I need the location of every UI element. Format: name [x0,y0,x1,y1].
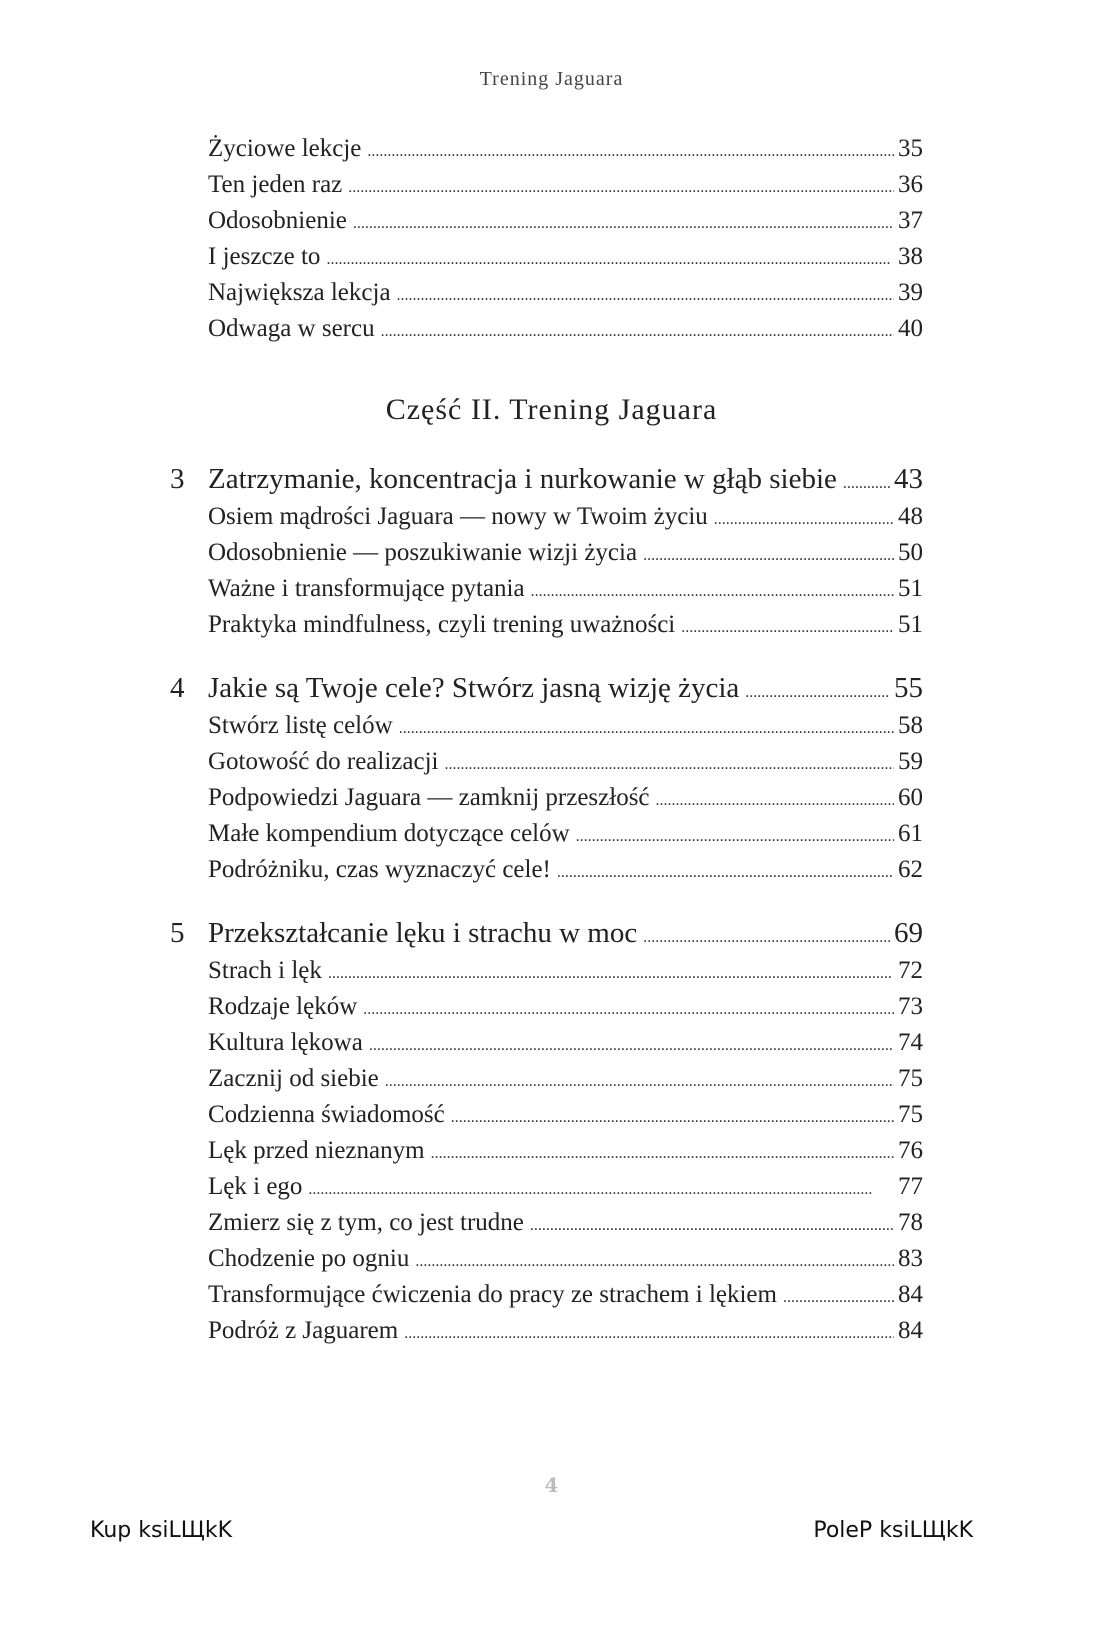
toc-entry-title: Stwórz listę celów [208,712,393,739]
leader-dots [348,171,894,199]
toc-entry-title: Transformujące ćwiczenia do pracy ze strachem i lękiem [208,1281,777,1308]
chapter-title: Zatrzymanie, koncentracja i nurkowanie w głąb siebie [208,463,837,495]
chapter-page: 55 [894,672,923,704]
toc-entry-page: 84 [898,1281,923,1308]
chapter-title: Jakie są Twoje cele? Stwórz jasną wizję życia [208,672,740,704]
leader-dots [531,575,894,603]
toc-entry[interactable] [208,279,923,313]
toc-entry[interactable] [208,856,923,890]
toc-entry-title: Małe kompendium dotyczące celów [208,820,570,847]
leader-dots [353,207,894,235]
leader-dots [714,503,894,531]
toc-entry-title: Chodzenie po ogniu [208,1245,410,1272]
toc-entry-title: Zmierz się z tym, co jest trudne [208,1209,524,1236]
toc-entry-title: Rodzaje lęków [208,993,358,1020]
toc-entry-page: 83 [898,1245,923,1272]
toc-chapter[interactable] [170,672,923,710]
toc-entry-page: 72 [898,957,923,984]
toc-entry[interactable] [208,503,923,537]
recommend-book-link[interactable]: PoleP ksiLЩkK [813,1518,973,1543]
leader-dots [404,1317,894,1345]
toc-entry[interactable] [208,1101,923,1135]
toc-entry-title: Osiem mądrości Jaguara — nowy w Twoim życiu [208,503,708,530]
toc-entry[interactable] [208,207,923,241]
leader-dots [326,243,894,271]
toc-entry[interactable] [208,539,923,573]
leader-dots [557,856,894,884]
toc-entry[interactable] [208,243,923,277]
toc-entry[interactable] [208,1173,923,1207]
toc-entry[interactable] [208,1065,923,1099]
part-heading: Część II. Trening Jaguara [385,393,718,426]
toc-entry-page: 75 [898,1101,923,1128]
toc-entry-title: Lęk i ego [208,1173,303,1200]
leader-dots [399,712,894,740]
toc-entry-page: 51 [898,611,923,638]
leader-dots [385,1065,894,1093]
toc-entry-title: Odosobnienie — poszukiwanie wizji życia [208,539,638,566]
toc-entry[interactable] [208,575,923,609]
leader-dots [643,539,894,567]
toc-entry-page: 78 [898,1209,923,1236]
toc-entry[interactable] [208,748,923,782]
toc-entry-page: 84 [898,1317,923,1344]
toc-entry-page: 51 [898,575,923,602]
toc-entry-title: I jeszcze to [208,243,321,270]
toc-entry-page: 73 [898,993,923,1020]
toc-entry-title: Ten jeden raz [208,171,343,198]
toc-entry-page: 38 [898,243,923,270]
leader-dots [843,463,890,496]
toc-entry[interactable] [208,1137,923,1171]
toc-entry-title: Ważne i transformujące pytania [208,575,525,602]
toc-entry[interactable] [208,784,923,818]
toc-entry-title: Praktyka mindfulness, czyli trening uważności [208,611,676,638]
toc-entry-page: 77 [898,1173,923,1200]
toc-entry-title: Podróż z Jaguarem [208,1317,399,1344]
chapter-page: 69 [894,917,923,949]
toc-entry[interactable] [208,611,923,645]
toc-entry[interactable] [208,993,923,1027]
leader-dots [745,672,890,705]
toc-entry-page: 58 [898,712,923,739]
toc-entry-page: 59 [898,748,923,775]
leader-dots [415,1245,894,1273]
toc-entry-page: 36 [898,171,923,198]
toc-entry-title: Kultura lękowa [208,1029,363,1056]
toc-chapter[interactable] [170,917,923,955]
toc-entry-title: Największa lekcja [208,279,391,306]
toc-entry-title: Odwaga w sercu [208,315,375,342]
toc-entry[interactable] [208,712,923,746]
leader-dots [397,279,894,307]
toc-entry-page: 62 [898,856,923,883]
toc-entry-page: 76 [898,1137,923,1164]
toc-entry[interactable] [208,135,923,169]
toc-entry-title: Zacznij od siebie [208,1065,379,1092]
toc-entry[interactable] [208,1281,923,1315]
buy-book-link[interactable]: Kup ksiLЩkK [90,1518,233,1543]
leader-dots [369,1029,894,1057]
leader-dots [431,1137,894,1165]
toc-entry-title: Podpowiedzi Jaguara — zamknij przeszłość [208,784,650,811]
leader-dots [576,820,894,848]
chapter-title: Przekształcanie lęku i strachu w moc [208,917,638,949]
toc-chapter[interactable] [170,463,923,501]
chapter-number: 4 [170,672,185,704]
toc-entry-title: Lęk przed nieznanym [208,1137,425,1164]
chapter-number: 3 [170,463,185,495]
leader-dots [444,748,894,776]
toc-entry-page: 37 [898,207,923,234]
toc-entry-page: 75 [898,1065,923,1092]
toc-entry[interactable] [208,171,923,205]
leader-dots [643,917,890,950]
leader-dots [367,135,894,163]
chapter-page: 43 [894,463,923,495]
toc-entry-title: Podróżniku, czas wyznaczyć cele! [208,856,551,883]
toc-entry-page: 74 [898,1029,923,1056]
leader-dots [783,1281,894,1309]
page-number: 4 [544,1473,559,1497]
toc-entry[interactable] [208,1317,923,1351]
toc-entry[interactable] [208,820,923,854]
toc-entry-page: 39 [898,279,923,306]
toc-entry-title: Codzienna świadomość [208,1101,445,1128]
toc-entry-page: 50 [898,539,923,566]
leader-dots [328,957,894,985]
toc-entry-page: 48 [898,503,923,530]
leader-dots [381,315,894,343]
toc-entry[interactable] [208,1245,923,1279]
chapter-number: 5 [170,917,185,949]
toc-entry-title: Strach i lęk [208,957,322,984]
leader-dots [363,993,894,1021]
toc-entry-title: Odosobnienie [208,207,347,234]
toc-entry-title: Gotowość do realizacji [208,748,439,775]
toc-entry[interactable] [208,1209,923,1243]
leader-dots [530,1209,894,1237]
toc-entry[interactable] [208,315,923,349]
running-head: Trening Jaguara [479,68,624,90]
leader-dots [681,611,894,639]
leader-dots [656,784,894,812]
leader-dots [308,1173,894,1201]
toc-entry-page: 61 [898,820,923,847]
toc-entry-title: Życiowe lekcje [208,135,362,162]
toc-entry[interactable] [208,957,923,991]
leader-dots [451,1101,894,1129]
toc-entry[interactable] [208,1029,923,1063]
toc-entry-page: 60 [898,784,923,811]
toc-entry-page: 35 [898,135,923,162]
toc-entry-page: 40 [898,315,923,342]
